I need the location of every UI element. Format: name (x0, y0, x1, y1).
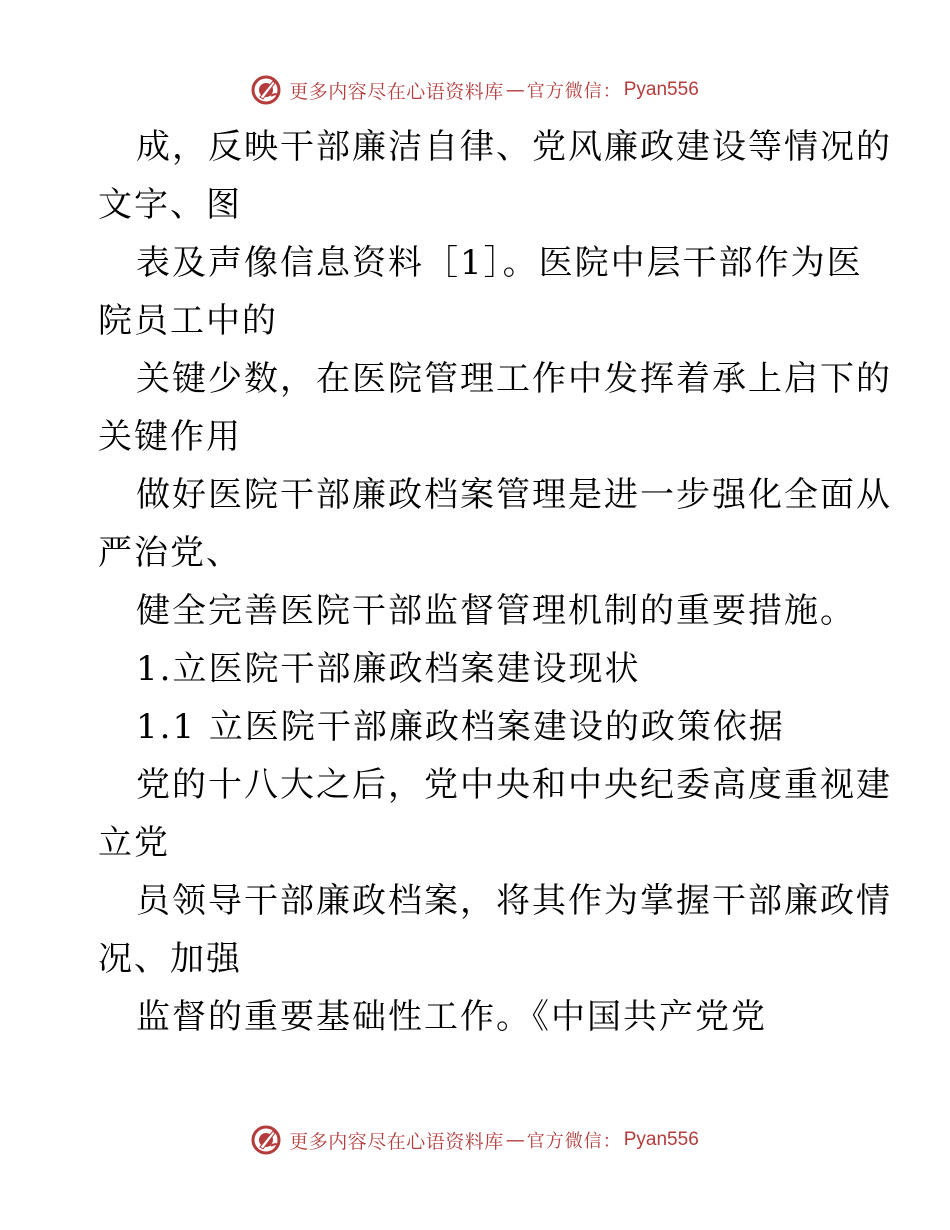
footer-wechat-id: Pyan556 (623, 1129, 699, 1150)
text-line: 健全完善医院干部监督管理机制的重要措施。 (136, 591, 856, 631)
text-line: 关键作用 (98, 417, 242, 457)
header-slogan: 更多内容尽在心语资料库 (289, 80, 504, 103)
header-wechat-id: Pyan556 (623, 79, 699, 100)
text-line: 成，反映干部廉洁自律、党风廉政建设等情况的 (136, 127, 892, 167)
footer-slogan: 更多内容尽在心语资料库 (289, 1130, 504, 1153)
text-line: 况、加强 (98, 939, 242, 979)
header-separator: — (505, 79, 525, 101)
subsection-heading: 1.1 立医院干部廉政档案建设的政策依据 (136, 707, 785, 747)
text-line: 监督的重要基础性工作。《中国共产党党 (136, 997, 767, 1037)
text-line: 表及声像信息资料［1］。医院中层干部作为医 (136, 243, 863, 283)
text-line: 立党 (98, 823, 170, 863)
text-line: 党的十八大之后，党中央和中央纪委高度重视建 (136, 765, 892, 805)
footer-wechat-label: 官方微信： (526, 1131, 622, 1152)
header-banner (0, 70, 950, 110)
red-seal-logo-icon (251, 1125, 281, 1155)
header-wechat-label: 官方微信： (526, 81, 622, 102)
footer-banner (0, 1120, 950, 1160)
text-line: 关键少数，在医院管理工作中发挥着承上启下的 (136, 359, 892, 399)
text-line: 做好医院干部廉政档案管理是进一步强化全面从 (136, 475, 892, 515)
footer-separator: — (505, 1129, 525, 1151)
text-line: 严治党、 (98, 533, 242, 573)
document-body (98, 118, 892, 1046)
text-line: 院员工中的 (98, 301, 278, 341)
red-seal-logo-icon (251, 75, 281, 105)
text-line: 文字、图 (98, 185, 242, 225)
section-heading: 1.立医院干部廉政档案建设现状 (136, 649, 641, 689)
text-line: 员领导干部廉政档案，将其作为掌握干部廉政情 (136, 881, 892, 921)
